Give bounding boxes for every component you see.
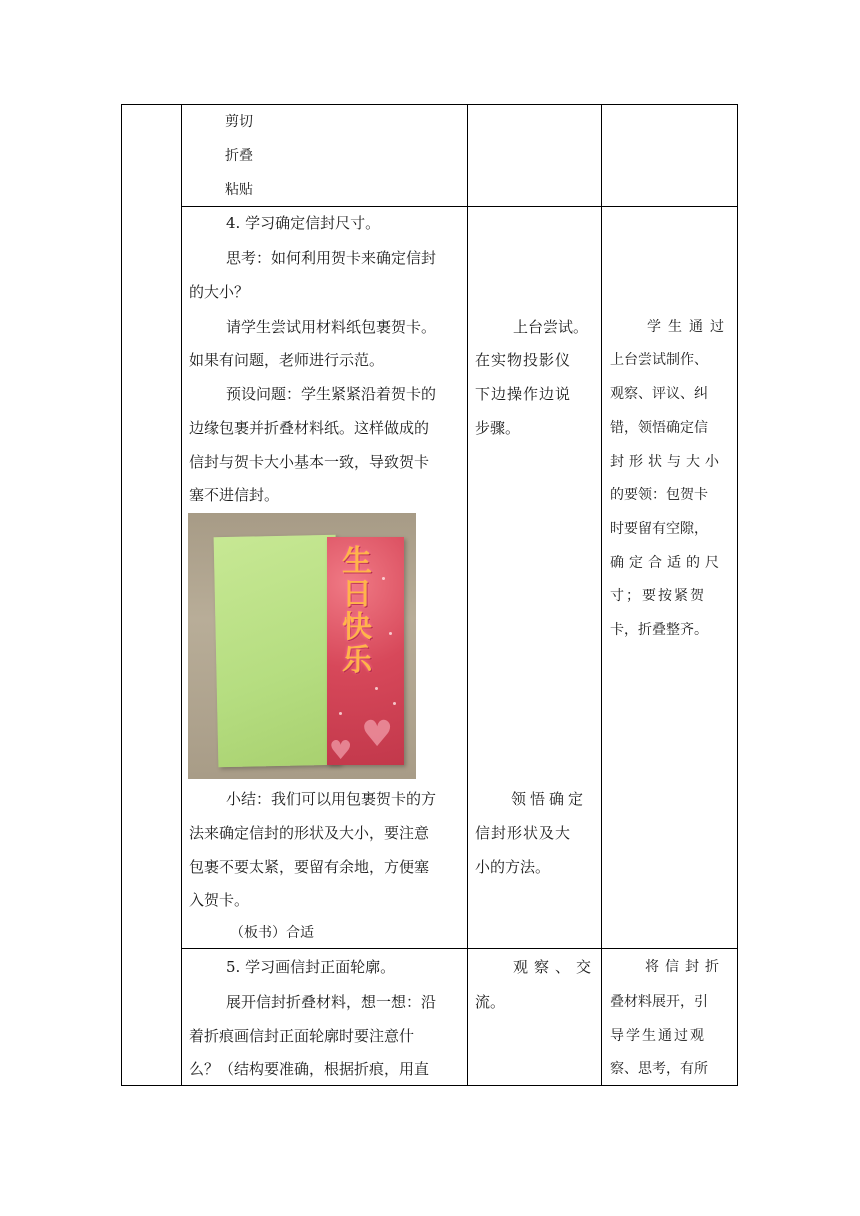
table-border-left — [121, 104, 122, 1086]
design-intent: 将信封折 — [645, 959, 725, 975]
design-intent: 封形状与大小 — [610, 454, 724, 470]
tool-item: 折叠 — [225, 148, 253, 164]
green-folded-paper — [214, 535, 341, 768]
student-activity: 下边操作边说 — [475, 385, 572, 403]
design-intent: 叠材料展开，引 — [610, 994, 708, 1010]
summary-text: 法来确定信封的形状及大小，要注意 — [189, 824, 430, 842]
heart-decoration: ♥ — [361, 714, 394, 755]
design-intent: 时要留有空隙， — [610, 521, 708, 537]
table-border-top — [121, 104, 738, 105]
table-border-col3 — [601, 104, 602, 1086]
step4-text: 的大小？ — [189, 283, 250, 301]
design-intent: 观察、评议、纠 — [610, 386, 708, 402]
student-activity: 小的方法。 — [475, 858, 551, 876]
step5-text: 展开信封折叠材料，想一想：沿 — [226, 993, 437, 1011]
sparkle-dot — [339, 712, 342, 715]
step4-text: 思考：如何利用贺卡来确定信封 — [226, 249, 437, 267]
table-border-col1 — [181, 104, 182, 1086]
design-intent: 寸；要按紧贺 — [610, 588, 706, 604]
design-intent: 导学生通过观 — [610, 1028, 706, 1044]
student-activity: 观察、交 — [513, 958, 598, 976]
envelope-photo — [188, 513, 416, 779]
step5-text: 着折痕画信封正面轮廓时要注意什 — [189, 1027, 415, 1045]
sparkle-dot — [393, 702, 396, 705]
birthday-card — [327, 537, 404, 765]
step4-text: 预设问题：学生紧紧沿着贺卡的 — [226, 385, 437, 403]
sparkle-dot — [389, 632, 392, 635]
student-activity: 领悟确定 — [511, 790, 588, 808]
step4-title: 4. 学习确定信封尺寸。 — [226, 214, 381, 232]
table-border-right — [737, 104, 738, 1086]
summary-text: 包裹不要太紧，要留有余地，方便塞 — [189, 858, 430, 876]
student-activity: 上台尝试。 — [513, 318, 589, 336]
design-intent: 学生通过 — [647, 319, 731, 335]
tool-item: 粘贴 — [225, 182, 253, 198]
heart-decoration: ♥ — [329, 736, 353, 766]
student-activity: 在实物投影仪 — [475, 351, 572, 369]
card-text: 生日快乐 — [342, 544, 372, 678]
design-intent: 上台尝试制作、 — [610, 352, 708, 368]
design-intent: 错，领悟确定信 — [610, 420, 708, 436]
student-activity: 信封形状及大 — [475, 824, 572, 842]
student-activity: 步骤。 — [475, 419, 521, 437]
design-intent: 的要领：包贺卡 — [610, 487, 708, 503]
step4-text: 信封与贺卡大小基本一致，导致贺卡 — [189, 453, 430, 471]
step4-text: 边缘包裹并折叠材料纸。这样做成的 — [189, 419, 430, 437]
step5-title: 5. 学习画信封正面轮廓。 — [226, 958, 396, 976]
design-intent: 卡，折叠整齐。 — [610, 622, 708, 638]
student-activity: 流。 — [475, 993, 506, 1011]
design-intent: 察、思考，有所 — [610, 1061, 708, 1077]
step5-text: 么？（结构要准确，根据折痕，用直 — [189, 1060, 430, 1078]
sparkle-dot — [375, 687, 378, 690]
summary-text: 入贺卡。 — [189, 891, 250, 909]
summary-text: 小结：我们可以用包裹贺卡的方 — [226, 790, 437, 808]
step4-text: 如果有问题，老师进行示范。 — [189, 351, 385, 369]
design-intent: 确定合适的尺 — [610, 555, 724, 571]
table-border-col2 — [467, 104, 468, 1086]
sparkle-dot — [382, 577, 385, 580]
tool-item: 剪切 — [225, 114, 253, 130]
board-note: （板书）合适 — [230, 925, 314, 941]
step4-text: 请学生尝试用材料纸包裹贺卡。 — [226, 318, 437, 336]
step4-text: 塞不进信封。 — [189, 486, 280, 504]
